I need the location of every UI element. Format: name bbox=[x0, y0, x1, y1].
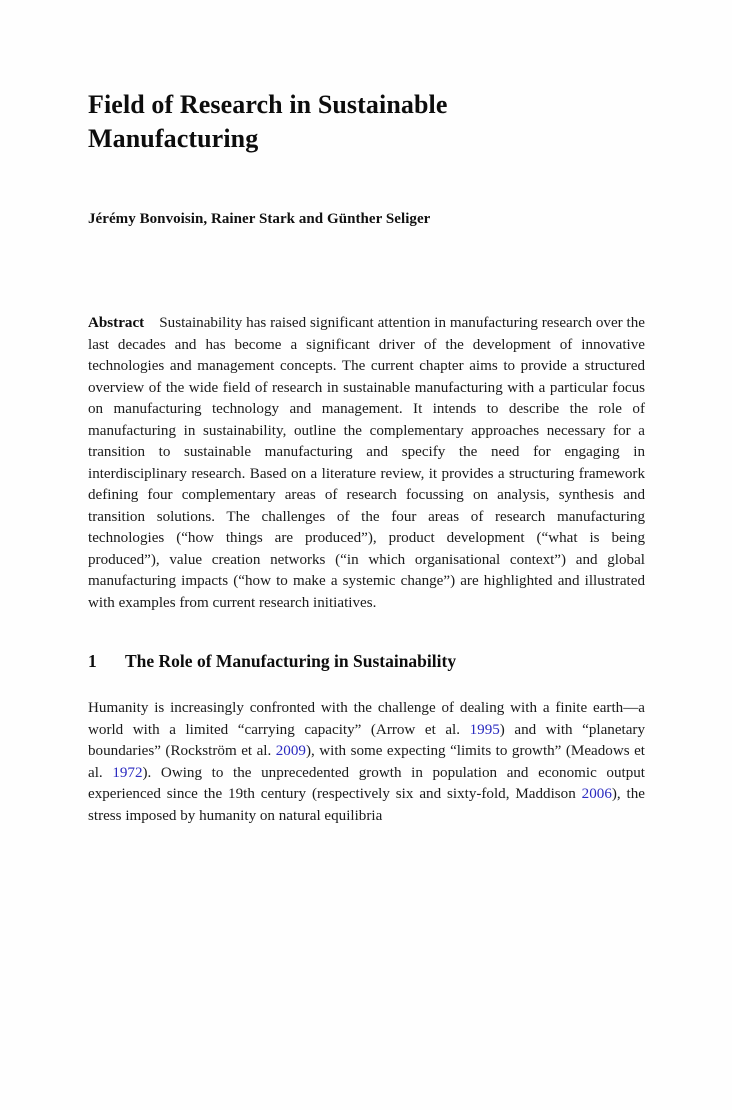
page-title-line-1: Field of Research in Sustainable bbox=[88, 90, 448, 119]
paragraph-text-part-1: Humanity is increasingly confronted with the challenge of dealing with a finite earth—a world with a limited “carrying capacity” (Arrow et al. bbox=[88, 700, 645, 738]
paragraph-text-part-4: ). Owing to the unprecedented growth in population and economic output experienced since the 19th century (respectively six and sixty-fold, Maddison bbox=[88, 764, 645, 802]
citation-link-rockstrom-2009[interactable]: 2009 bbox=[275, 743, 306, 759]
paragraph-text-part-5: ), the stress imposed by humanity on natural equilibria bbox=[88, 786, 646, 824]
abstract-paragraph bbox=[88, 229, 645, 614]
citation-link-arrow-1995[interactable]: 1995 bbox=[469, 721, 500, 738]
abstract-text: Sustainability has raised significant attention in manufacturing research over the last decades and has become a significant driver of the development of innovative technologies and management concepts. The current chapter aims to provide a structured overview of the wide field of research in sustainable manufacturing with a particular focus on manufacturing technology and management. It intends to describe the role of manufacturing in sustainability, outline the complementary approaches necessary for a transition to sustainable manufacturing and specify the need for engaging in interdisciplinary research. Based on a literature review, it provides a structuring framework defining four complementary areas of research focussing on analysis, synthesis and transition solutions. The challenges of the four areas of research manufacturing technologies (“how things are produced”), product development (“what is being produced”), value creation networks (“in which organisational context”) and global manufacturing impacts (“how to make a systemic change”) are highlighted and illustrated with examples from current research initiatives. bbox=[88, 315, 645, 611]
page-title bbox=[88, 0, 645, 156]
section-number: 1 bbox=[88, 651, 97, 671]
author-list: Jérémy Bonvoisin, Rainer Stark and Günther Seliger bbox=[88, 211, 431, 227]
section-heading bbox=[88, 614, 645, 673]
section-title: The Role of Manufacturing in Sustainability bbox=[125, 651, 457, 671]
page-title-line-2: Manufacturing bbox=[88, 124, 259, 153]
citation-link-meadows-1972[interactable]: 1972 bbox=[112, 764, 143, 781]
page-content bbox=[88, 0, 645, 827]
citation-link-maddison-2006[interactable]: 2006 bbox=[581, 786, 612, 802]
paragraph-text-part-2: ) and with “planetary boundaries” (Rockström et al. bbox=[88, 721, 645, 759]
abstract-label: Abstract bbox=[88, 315, 145, 331]
paragraph-text-part-3: ), with some expecting “limits to growth” (Meadows et al. bbox=[88, 743, 645, 781]
body-paragraph bbox=[88, 673, 645, 827]
